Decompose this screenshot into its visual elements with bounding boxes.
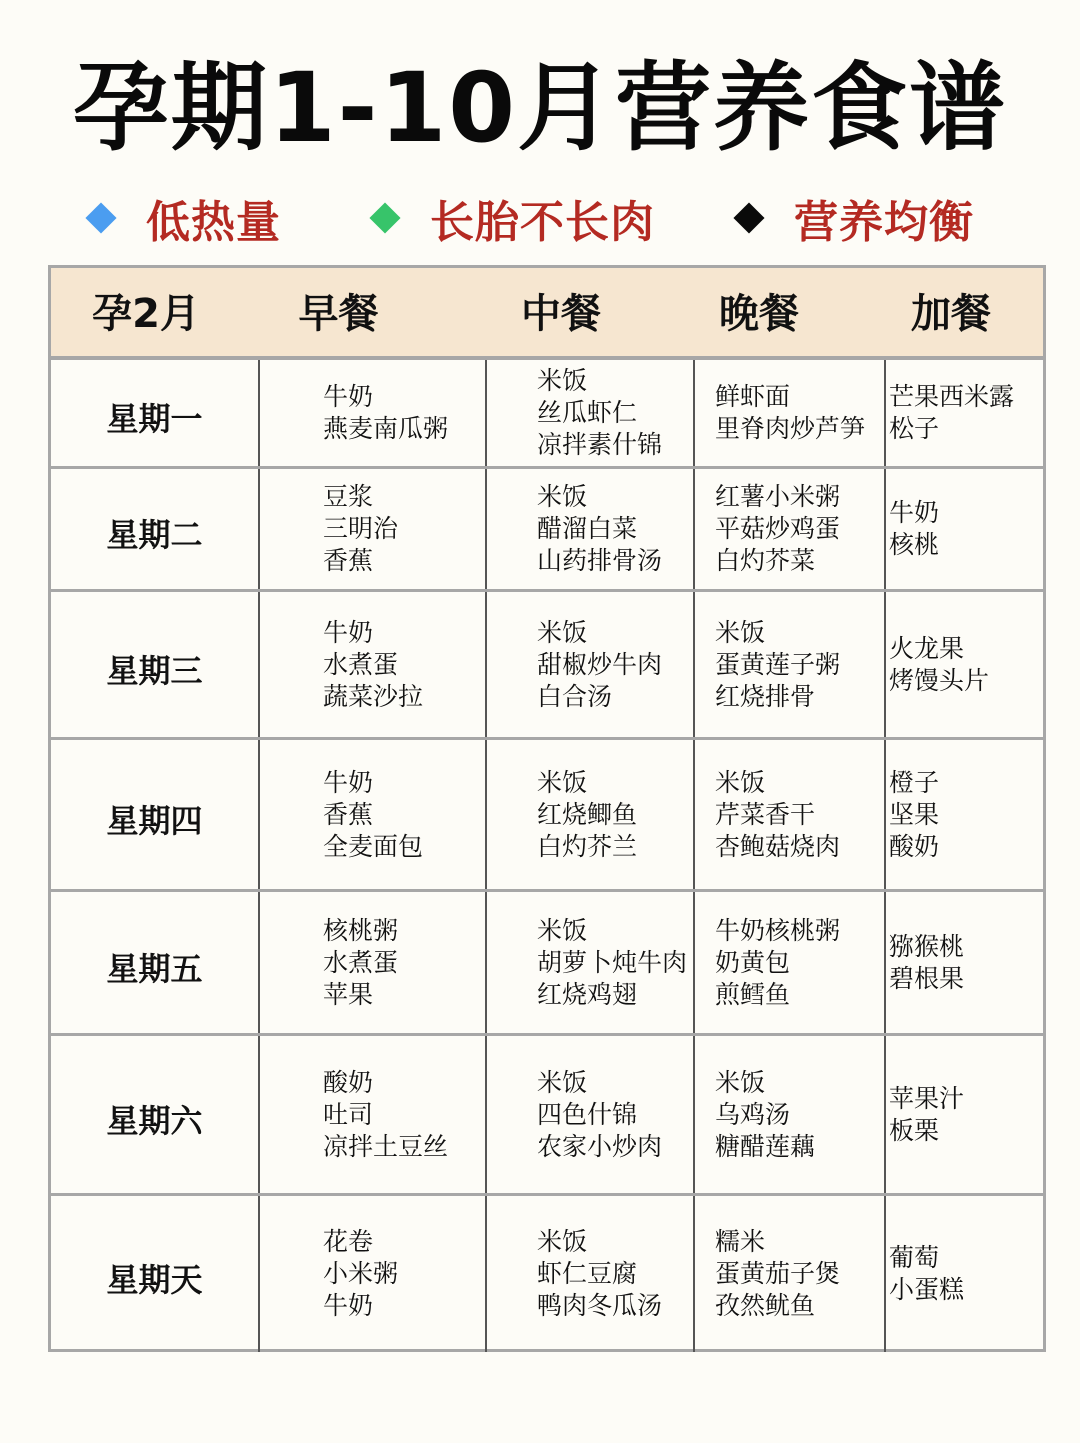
table-row <box>51 1196 1043 1352</box>
cell-lunch <box>537 360 662 466</box>
tag-balanced-nutrition <box>738 188 974 248</box>
table-row <box>51 740 1043 892</box>
dish-item: 芹菜香干 <box>715 799 816 829</box>
dish-item: 丝瓜虾仁 <box>537 398 638 427</box>
cell-snack <box>889 469 939 589</box>
cell-snack <box>889 740 939 889</box>
meal-table <box>48 265 1046 1352</box>
day-label: 星期四 <box>106 801 203 840</box>
dish-item: 牛奶 <box>323 382 374 411</box>
dish-item: 橙子 <box>889 767 940 797</box>
dish-item: 核桃 <box>889 530 940 559</box>
dish-item: 米饭 <box>537 482 588 511</box>
dish-item: 米饭 <box>537 617 588 647</box>
table-row <box>51 469 1043 592</box>
column-divider <box>884 740 886 889</box>
dish-item: 米饭 <box>715 617 766 647</box>
cell-lunch <box>537 592 662 737</box>
column-divider <box>258 360 260 466</box>
page-title: 孕期1-10月营养食谱 <box>72 52 1008 164</box>
cell-breakfast <box>323 360 448 466</box>
cell-lunch <box>537 1196 662 1352</box>
dish-item: 白灼芥兰 <box>537 831 638 861</box>
cell-breakfast <box>323 892 398 1033</box>
dish-item: 红烧排骨 <box>715 681 816 711</box>
cell-dinner <box>715 592 840 737</box>
dish-item: 杏鲍菇烧肉 <box>715 831 841 861</box>
cell-breakfast <box>323 1036 448 1193</box>
dish-item: 农家小炒肉 <box>537 1131 663 1161</box>
dish-item: 苹果汁 <box>889 1083 965 1113</box>
dish-item: 碧根果 <box>889 963 965 993</box>
dish-item: 牛奶 <box>323 617 374 647</box>
cell-breakfast <box>323 740 423 889</box>
day-label: 星期二 <box>106 516 203 554</box>
table-row <box>51 1036 1043 1196</box>
column-divider <box>884 360 886 466</box>
column-divider <box>258 1196 260 1352</box>
cell-snack <box>889 1036 964 1193</box>
dish-item: 酸奶 <box>323 1067 374 1097</box>
column-divider <box>884 469 886 589</box>
dish-item: 白合汤 <box>537 681 613 711</box>
header-lunch: 中餐 <box>521 291 601 337</box>
column-divider <box>884 892 886 1033</box>
day-label: 星期三 <box>106 651 203 690</box>
header-month: 孕2月 <box>92 291 200 337</box>
table-row <box>51 360 1043 469</box>
dish-item: 奶黄包 <box>715 947 791 977</box>
dish-item: 山药排骨汤 <box>537 546 663 575</box>
dish-item: 糯米 <box>715 1227 766 1256</box>
dish-item: 小蛋糕 <box>889 1275 965 1304</box>
dish-item: 胡萝卜炖牛肉 <box>537 947 688 977</box>
dish-item: 牛奶 <box>889 498 940 527</box>
dish-item: 板栗 <box>889 1115 940 1145</box>
dish-item: 三明治 <box>323 514 399 543</box>
column-divider <box>258 1036 260 1193</box>
dish-item: 米饭 <box>537 1227 588 1256</box>
column-divider <box>693 740 695 889</box>
dish-item: 红烧鲫鱼 <box>537 799 638 829</box>
day-label: 星期六 <box>106 1101 203 1140</box>
dish-item: 水煮蛋 <box>323 947 399 977</box>
column-divider <box>485 1036 487 1193</box>
dish-item: 苹果 <box>323 979 374 1009</box>
dish-item: 醋溜白菜 <box>537 514 638 543</box>
cell-breakfast <box>323 592 423 737</box>
column-divider <box>693 360 695 466</box>
dish-item: 蔬菜沙拉 <box>323 681 424 711</box>
column-divider <box>485 360 487 466</box>
column-divider <box>693 892 695 1033</box>
dish-item: 花卷 <box>323 1227 374 1256</box>
cell-dinner <box>715 892 840 1033</box>
dish-item: 平菇炒鸡蛋 <box>715 514 841 543</box>
column-divider <box>485 469 487 589</box>
column-divider <box>258 592 260 737</box>
day-label: 星期五 <box>106 949 203 988</box>
dish-item: 红烧鸡翅 <box>537 979 638 1009</box>
cell-dinner <box>715 469 840 589</box>
dish-item: 米饭 <box>715 1067 766 1097</box>
dish-item: 乌鸡汤 <box>715 1099 791 1129</box>
column-divider <box>485 892 487 1033</box>
diamond-icon <box>369 202 400 233</box>
tag-label: 营养均衡 <box>794 197 974 248</box>
dish-item: 孜然鱿鱼 <box>715 1291 816 1320</box>
dish-item: 甜椒炒牛肉 <box>537 649 663 679</box>
dish-item: 核桃粥 <box>323 915 399 945</box>
day-label: 星期一 <box>106 400 203 438</box>
dish-item: 葡萄 <box>889 1243 940 1272</box>
dish-item: 白灼芥菜 <box>715 546 816 575</box>
dish-item: 芒果西米露 <box>889 382 1015 411</box>
dish-item: 糖醋莲藕 <box>715 1131 816 1161</box>
dish-item: 蛋黄茄子煲 <box>715 1259 841 1288</box>
column-divider <box>693 469 695 589</box>
cell-lunch <box>537 892 687 1033</box>
column-divider <box>884 592 886 737</box>
dish-item: 米饭 <box>537 366 588 395</box>
dish-item: 猕猴桃 <box>889 931 965 961</box>
dish-item: 水煮蛋 <box>323 649 399 679</box>
cell-dinner <box>715 740 840 889</box>
dish-item: 燕麦南瓜粥 <box>323 414 449 443</box>
dish-item: 里脊肉炒芦笋 <box>715 414 866 443</box>
column-divider <box>485 592 487 737</box>
column-divider <box>258 892 260 1033</box>
dish-item: 烤馒头片 <box>889 665 990 695</box>
column-divider <box>693 592 695 737</box>
dish-item: 小米粥 <box>323 1259 399 1288</box>
tag-low-calorie <box>90 188 281 248</box>
column-divider <box>485 1196 487 1352</box>
header-breakfast: 早餐 <box>298 291 379 337</box>
dish-item: 松子 <box>889 414 940 443</box>
table-row <box>51 892 1043 1036</box>
cell-snack <box>889 892 964 1033</box>
dish-item: 鸭肉冬瓜汤 <box>537 1291 663 1320</box>
tag-label: 长胎不长肉 <box>430 197 655 248</box>
table-header <box>51 268 1043 360</box>
cell-breakfast <box>323 469 398 589</box>
diamond-icon <box>733 202 764 233</box>
dish-item: 牛奶核桃粥 <box>715 915 841 945</box>
column-divider <box>884 1036 886 1193</box>
cell-lunch <box>537 1036 662 1193</box>
dish-item: 煎鳕鱼 <box>715 979 791 1009</box>
dish-item: 四色什锦 <box>537 1099 638 1129</box>
tag-label: 低热量 <box>146 197 281 248</box>
cell-lunch <box>537 740 637 889</box>
dish-item: 豆浆 <box>323 482 374 511</box>
dish-item: 香蕉 <box>323 546 374 575</box>
diamond-icon <box>85 202 116 233</box>
column-divider <box>485 740 487 889</box>
column-divider <box>884 1196 886 1352</box>
header-dinner: 晚餐 <box>719 291 799 337</box>
cell-lunch <box>537 469 662 589</box>
cell-breakfast <box>323 1196 398 1352</box>
cell-snack <box>889 592 989 737</box>
dish-item: 鲜虾面 <box>715 382 791 411</box>
dish-item: 凉拌土豆丝 <box>323 1131 449 1161</box>
dish-item: 牛奶 <box>323 767 374 797</box>
dish-item: 蛋黄莲子粥 <box>715 649 841 679</box>
dish-item: 坚果 <box>889 799 940 829</box>
cell-dinner <box>715 1196 840 1352</box>
column-divider <box>693 1036 695 1193</box>
column-divider <box>693 1196 695 1352</box>
dish-item: 红薯小米粥 <box>715 482 841 511</box>
column-divider <box>258 740 260 889</box>
cell-dinner <box>715 1036 815 1193</box>
cell-snack <box>889 360 1014 466</box>
column-divider <box>258 469 260 589</box>
tag-baby-growth <box>374 188 655 248</box>
dish-item: 牛奶 <box>323 1291 374 1320</box>
dish-item: 米饭 <box>715 767 766 797</box>
dish-item: 米饭 <box>537 767 588 797</box>
cell-snack <box>889 1196 964 1352</box>
dish-item: 虾仁豆腐 <box>537 1259 638 1288</box>
dish-item: 香蕉 <box>323 799 374 829</box>
dish-item: 凉拌素什锦 <box>537 430 663 459</box>
cell-dinner <box>715 360 865 466</box>
dish-item: 米饭 <box>537 1067 588 1097</box>
header-snack: 加餐 <box>911 291 991 337</box>
day-label: 星期天 <box>106 1261 203 1299</box>
table-row <box>51 592 1043 740</box>
dish-item: 火龙果 <box>889 633 965 663</box>
dish-item: 酸奶 <box>889 831 940 861</box>
dish-item: 吐司 <box>323 1099 374 1129</box>
dish-item: 全麦面包 <box>323 831 424 861</box>
dish-item: 米饭 <box>537 915 588 945</box>
